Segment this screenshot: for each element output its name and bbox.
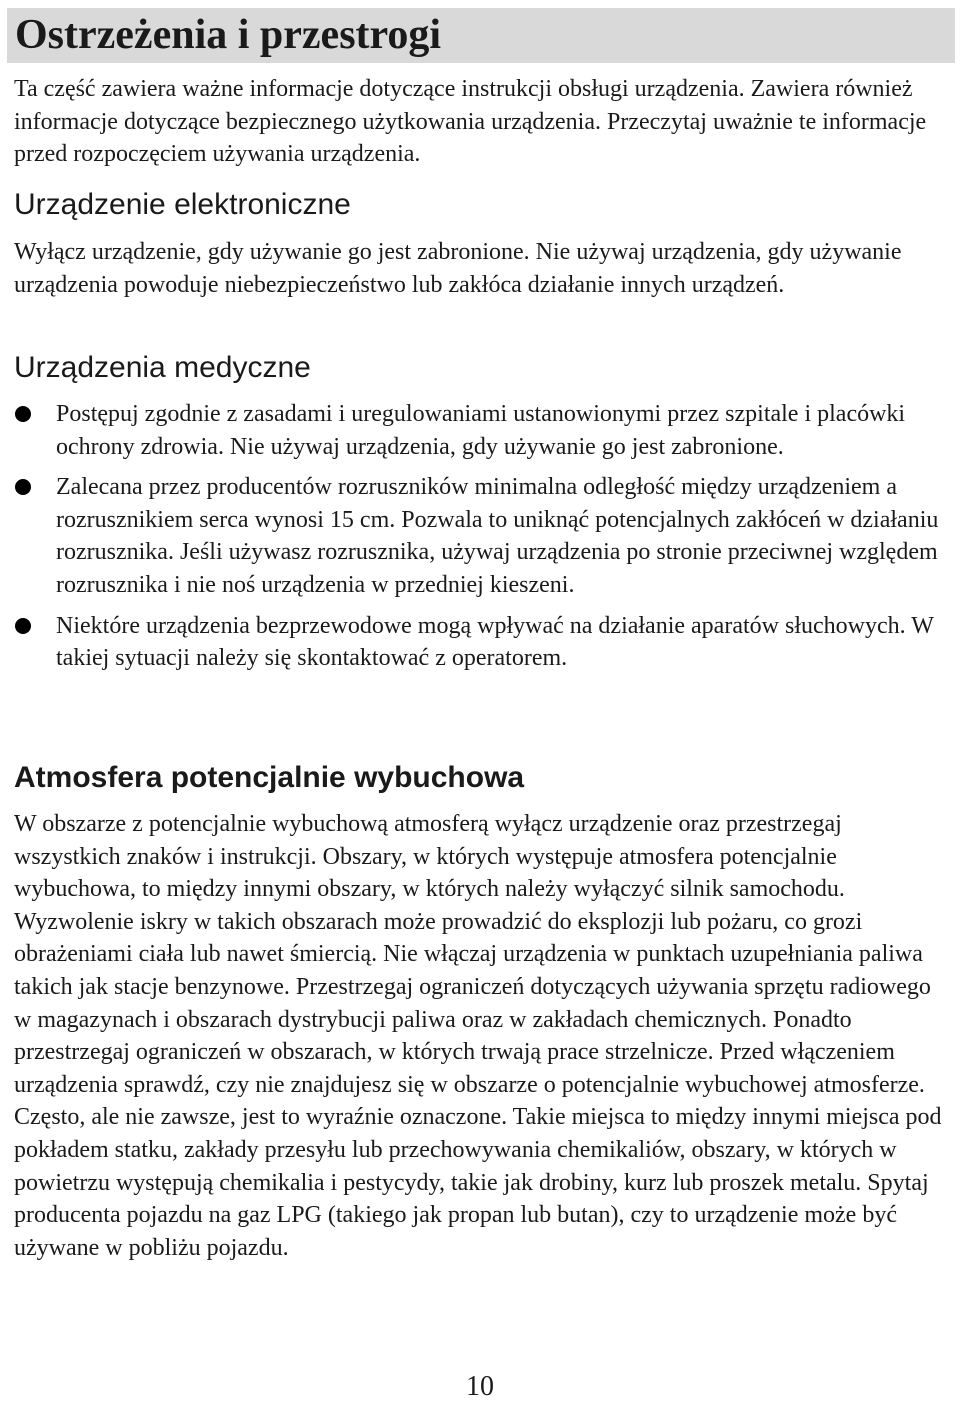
list-item [14,471,954,601]
list-item-text: Niektóre urządzenia bezprzewodowe mogą wpływać na działanie aparatów słuchowych. W takiej sytuacji należy się skontaktować z operatorem. [56,612,934,672]
page-title-bar [7,8,955,63]
section-heading-medical-devices: Urządzenia medyczne [14,351,311,384]
section-heading-explosive-atmosphere: Atmosfera potencjalnie wybuchowa [14,761,525,794]
electronic-device-paragraph [14,236,949,301]
section-heading-electronic-device: Urządzenie elektroniczne [14,188,351,221]
explosive-atmosphere-text: W obszarze z potencjalnie wybuchową atmosferą wyłącz urządzenie oraz przestrzegaj wszystkich znaków i instrukcji. Obszary, w których występuje atmosfera potencjalnie wybuchowa, to między innymi obszary, w których należy wyłączyć silnik samochodu. Wyzwolenie iskry w takich obszarach może prowadzić do eksplozji lub pożaru, co grozi obrażeniami ciała lub nawet śmiercią. Nie włączaj urządzenia w punktach uzupełniania paliwa takich jak stacje benzynowe. Przestrzegaj ograniczeń dotyczących używania sprzętu radiowego w magazynach i obszarach dystrybucji paliwa oraz w zakładach chemicznych. Ponadto przestrzegaj ograniczeń w obszarach, w których trwają prace strzelnicze. Przed włączeniem urządzenia sprawdź, czy nie znajdujesz się w obszarze o potencjalnie wybuchowej atmosferze. Często, ale nie zawsze, jest to wyraźnie oznaczone. Takie miejsca to między innymi miejsca pod pokładem statku, zakłady przesyłu lub przechowywania chemikaliów, obszary, w których w powietrzu występują chemikalia i pestycydy, takie jak drobiny, kurz lub proszek metalu. Spytaj producenta pojazdu na gaz LPG (takiego jak propan lub butan), czy to urządzenie może być używane w pobliżu pojazdu. [14,811,942,1261]
list-item [14,398,954,463]
bullet-dot-icon [15,618,31,634]
medical-devices-list [14,398,954,683]
page-title: Ostrzeżenia i przestrogi [15,12,442,58]
list-item [14,610,954,675]
list-item-text: Postępuj zgodnie z zasadami i uregulowaniami ustanowionymi przez szpitale i placówki ochrony zdrowia. Nie używaj urządzenia, gdy używanie go jest zabronione. [56,401,906,460]
bullet-dot-icon [15,479,31,495]
list-item-text: Zalecana przez producentów rozruszników minimalna odległość między urządzeniem a rozrusznikiem serca wynosi 15 cm. Pozwala to uniknąć potencjalnych zakłóceń w działaniu rozrusznika. Jeśli używasz rozrusznika, używaj urządzenia po stronie przeciwnej względem rozrusznika i nie noś urządzenia w przedniej kieszeni. [56,474,939,598]
explosive-atmosphere-paragraph [14,808,949,1264]
electronic-device-text: Wyłącz urządzenie, gdy używanie go jest zabronione. Nie używaj urządzenia, gdy używanie urządzenia powoduje niebezpieczeństwo lub zakłóca działanie innych urządzeń. [14,239,902,298]
intro-paragraph [14,73,949,171]
intro-text: Ta część zawiera ważne informacje dotyczące instrukcji obsługi urządzenia. Zawiera również informacje dotyczące bezpiecznego użytkowania urządzenia. Przeczytaj uważnie te informacje przed rozpoczęciem używania urządzenia. [14,76,927,168]
bullet-dot-icon [15,406,31,422]
page-number: 10 [466,1371,494,1402]
